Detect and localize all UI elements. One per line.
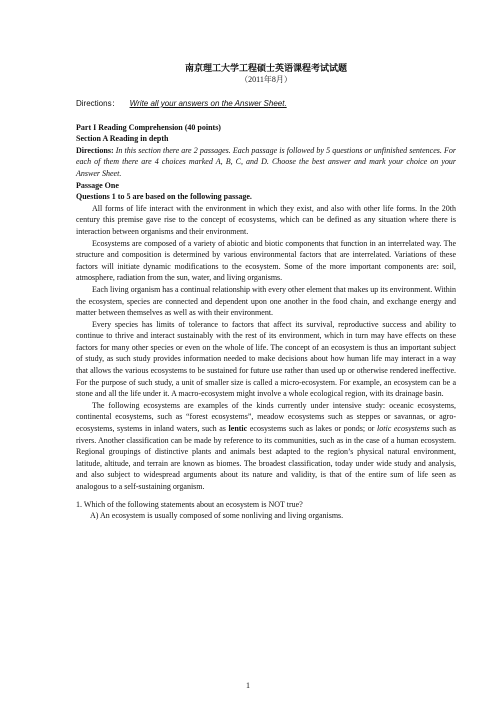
paragraph-5-lentic: lentic [228, 424, 248, 434]
question-1: 1. Which of the following statements about an ecosystem is NOT true? [76, 499, 303, 509]
paragraph-1: All forms of life interact with the environment in which they exist, and also with other life forms. In the 20th century this premise gave rise to the concept of ecosystems, which can be defined as any situation where there is interaction between organisms and their environment. [76, 203, 456, 236]
questions-label: Questions 1 to 5 are based on the following passage. [76, 192, 252, 202]
paragraph-5-part-a: The following ecosystems are examples of the kinds currently under intensive study: oceanic ecosystems, continental ecosystems, such as “forest ecosystems”, meadow ecosystems such as steppes or savannas, or agro-ecosystems, systems in inland waters, such as [76, 400, 456, 434]
question-1-option-a: A) An ecosystem is usually composed of some nonliving and living organisms. [90, 511, 344, 521]
paragraph-4: Every species has limits of tolerance to factors that affect its survival, reproductive success and ability to continue to thrive and interact sustainably with the rest of its environment, which in turn may have effects on these factors for many other species or even on the whole of life. The concept of an ecosystem is thus an important subject of study, as such study provides information needed to make decisions about how human life may interact in a way that allows the various ecosystems to be sustained for future use rather than used up or otherwise rendered ineffective. For the purpose of such study, a unit of smaller size is called a micro-ecosystem. For example, an ecosystem can be a stone and all the life under it. A macro-ecosystem might involve a whole ecological region, with its drainage basin. [76, 319, 456, 399]
paragraph-5 [76, 400, 456, 493]
paragraph-3: Each living organism has a continual relationship with every other element that makes up its environment. Within the ecosystem, species are connected and dependent upon one another in the food chain, and exchange energy and matter between themselves as well as with their environment. [76, 284, 456, 318]
section-directions-label: Directions: [76, 145, 114, 155]
paragraph-5-lotic: lotic ecosystems [377, 424, 430, 434]
part-title: Part I Reading Comprehension (40 points) [76, 122, 221, 132]
section-title: Section A Reading in depth [76, 134, 169, 144]
section-directions-text: In this section there are 2 passages. Each passage is followed by 5 questions or unfinished sentences. For each of them there are 4 choices marked A, B, C, and D. Choose the best answer and mark your choice on your Answer Sheet. [76, 145, 456, 178]
page-number: 1 [246, 681, 250, 690]
paragraph-5-part-e: such as rivers. Another classification can be made by reference to its communities, such as in the case of a human ecosystem. Regional groupings of distinctive plants and animals best adapted to the region’s physical natural environment, latitude, altitude, and terrain are known as biomes. The broadest classification, today under wide study and analysis, and also subject to widespread arguments about its nature and validity, is that of the entire sum of life seen as analogous to a self-sustaining organism. [76, 424, 457, 491]
top-directions-text: Write all your answers on the Answer Sheet. [129, 99, 287, 108]
exam-title: 南京理工大学工程硕士英语课程考试试题 [184, 63, 347, 73]
top-directions [76, 98, 456, 110]
paragraph-2: Ecosystems are composed of a variety of abiotic and biotic components that function in an interrelated way. The structure and composition is determined by various environmental factors that are interrelated. Variations of these factors will initiate dynamic modifications to the ecosystem. Some of the more important components are: soil, atmosphere, radiation from the sun, water, and living organisms. [76, 238, 456, 283]
paragraph-5-part-c: ecosystems such as lakes or ponds; or [247, 424, 378, 434]
top-directions-label: Directions： [76, 99, 120, 108]
exam-date: （2011年8月） [240, 75, 292, 84]
section-directions [76, 145, 456, 180]
passage-label: Passage One [76, 180, 119, 190]
